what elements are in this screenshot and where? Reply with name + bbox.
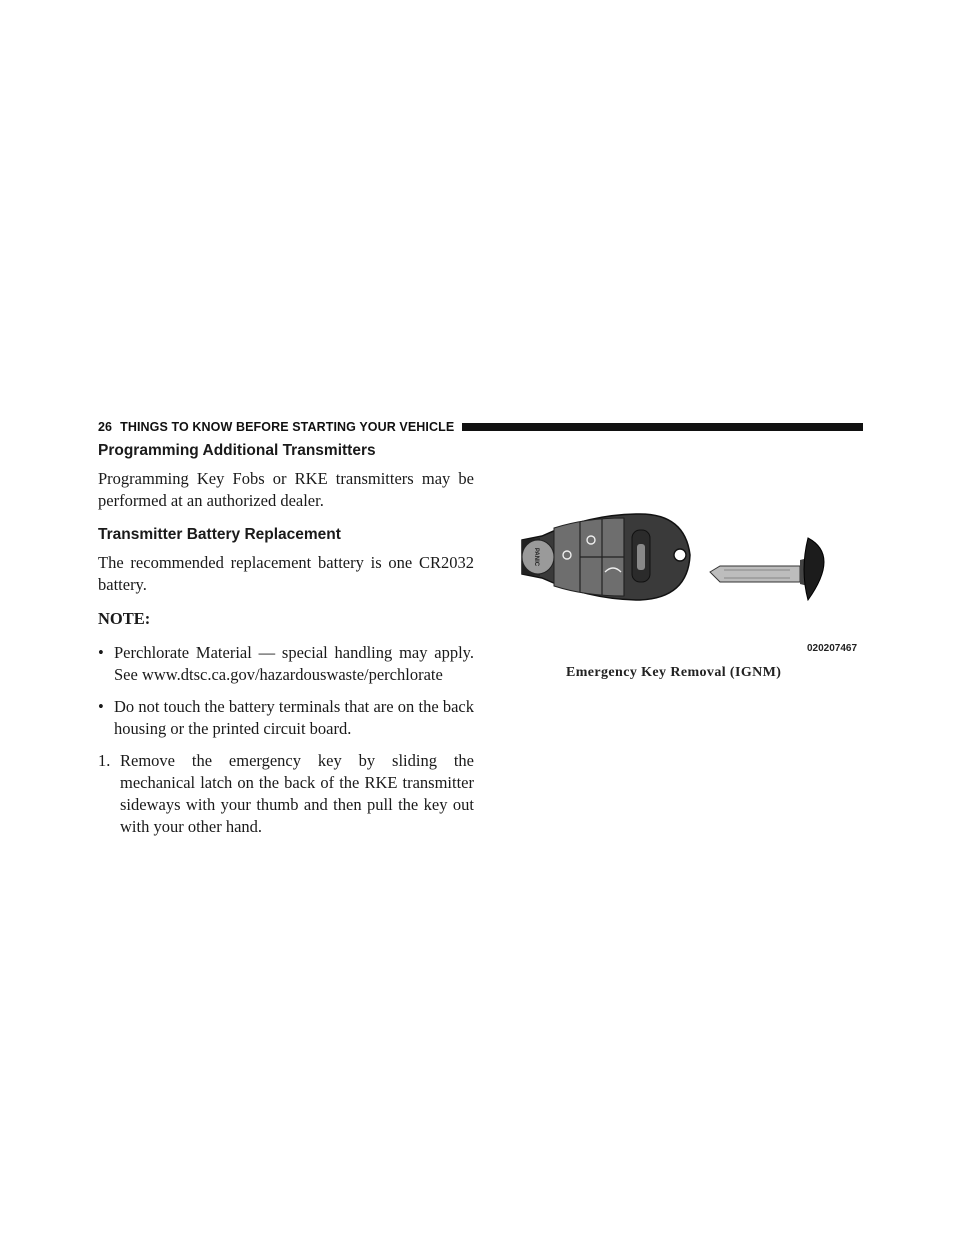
bullet-text: Do not touch the battery terminals that are on the back housing or the printed circuit board. [114,697,474,738]
header-rule [462,423,863,431]
bullet-item [98,642,474,686]
figure-caption: Emergency Key Removal (IGNM) [566,665,782,680]
step-text: Remove the emergency key by sliding the mechanical latch on the back of the RKE transmitter sideways with your thumb and then pull the key out with your other hand. [120,751,474,836]
left-column [98,440,474,838]
step-number: 1. [98,751,111,770]
bullet-text: Perchlorate Material — special handling may apply. See www.dtsc.ca.gov/hazardouswaste/perchlorate [114,643,474,684]
step-item [98,750,474,838]
page-header [98,419,863,435]
emergency-key-icon [710,538,824,600]
chapter-title: THINGS TO KNOW BEFORE STARTING YOUR VEHICLE [120,420,455,434]
heading-programming: Programming Additional Transmitters [98,442,376,459]
bullet-item [98,696,474,740]
heading-battery-replacement: Transmitter Battery Replacement [98,526,341,543]
page-number: 26 [98,420,113,434]
figure-id: 020207467 [807,643,858,654]
key-fob-icon [522,514,690,600]
note-label: NOTE: [98,609,151,628]
panic-label: PANIC [533,547,539,567]
paragraph-programming: Programming Key Fobs or RKE transmitters may be performed at an authorized dealer. [98,469,474,510]
bullet-dot-icon: • [98,643,104,662]
paragraph-battery: The recommended replacement battery is one CR2032 battery. [98,553,474,594]
key-fob-illustration [510,500,863,660]
bullet-dot-icon: • [98,697,104,716]
